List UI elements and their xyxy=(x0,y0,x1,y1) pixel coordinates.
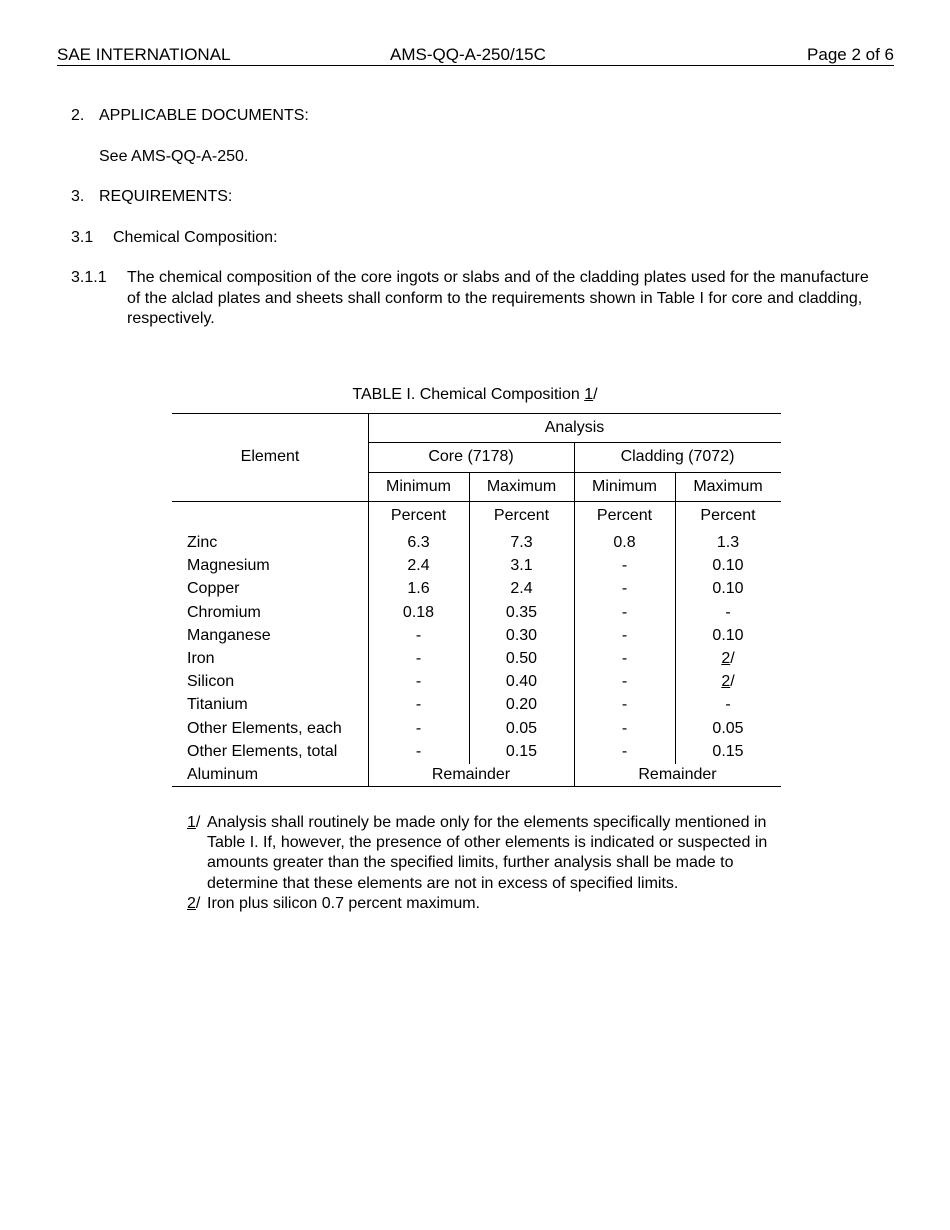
table-cell-clad-min: - xyxy=(621,742,628,760)
header-core-min: Minimum xyxy=(386,478,451,495)
table-row-element: Silicon xyxy=(187,673,235,691)
table-cell-clad-min: - xyxy=(621,603,628,621)
section-2-body: See AMS-QQ-A-250. xyxy=(99,148,249,165)
table-row-element: Other Elements, each xyxy=(187,719,342,737)
section-3-title: REQUIREMENTS: xyxy=(99,188,233,205)
row-aluminum-core: Remainder xyxy=(431,766,511,783)
section-3-1-title: Chemical Composition: xyxy=(113,229,278,246)
table-cell-core-min: 0.18 xyxy=(402,603,435,621)
unit-core-max: Percent xyxy=(493,507,550,524)
table-cell-clad-min: - xyxy=(621,580,628,598)
table-cell-clad-max: 0.05 xyxy=(712,719,744,737)
header-organization: SAE INTERNATIONAL xyxy=(57,45,231,64)
header-element: Element xyxy=(240,448,300,465)
table-cell-clad-min: 0.8 xyxy=(613,534,636,551)
chemical-composition-table xyxy=(172,413,781,787)
table-row-element: Chromium xyxy=(187,603,261,621)
header-analysis: Analysis xyxy=(544,419,605,436)
section-3-number: 3. xyxy=(71,188,85,205)
header-document-id: AMS-QQ-A-250/15C xyxy=(390,45,546,64)
section-3-1-1-number: 3.1.1 xyxy=(71,269,107,286)
table-row-element: Magnesium xyxy=(187,557,270,575)
table-top-rule xyxy=(172,413,781,414)
table-cell-core-min: 6.3 xyxy=(407,534,430,551)
table-cell-clad-min: - xyxy=(621,696,628,714)
table-cell-core-min: 1.6 xyxy=(407,580,430,598)
section-2-number: 2. xyxy=(71,107,85,124)
note-1-text: Analysis shall routinely be made only for the elements specifically mentioned in Table I. If, however, the presence of other elements is indicated or suspected in amounts greater than the specified limits, further analysis shall be made to determine that these elements are not in excess of specified limits. xyxy=(207,814,768,892)
table-cell-core-max: 0.20 xyxy=(505,696,538,714)
table-cell-clad-max: 0.15 xyxy=(712,742,744,760)
table-cell-clad-min: - xyxy=(621,719,628,737)
header-clad-max: Maximum xyxy=(693,478,763,495)
table-cell-core-max: 0.30 xyxy=(505,626,538,644)
note-1 xyxy=(187,813,787,894)
table-cell-clad-max: 2/ xyxy=(721,673,735,691)
table-cell-clad-max: 0.10 xyxy=(712,557,744,575)
table-cell-clad-max: 0.10 xyxy=(712,626,744,644)
table-row-element: Iron xyxy=(187,650,215,667)
table-cell-core-min: 2.4 xyxy=(407,557,430,575)
table-cell-core-max: 0.35 xyxy=(505,603,538,621)
table-title-text: TABLE I. Chemical Composition xyxy=(352,386,585,403)
table-cell-core-max: 0.15 xyxy=(505,742,538,760)
table-cell-core-max: 0.05 xyxy=(505,719,538,737)
table-cell-clad-min: - xyxy=(621,673,628,691)
table-cell-clad-min: - xyxy=(621,626,628,644)
table-row-element: Copper xyxy=(187,580,240,598)
table-cell-core-max: 3.1 xyxy=(510,557,533,575)
row-aluminum-element: Aluminum xyxy=(187,766,259,783)
table-cell-clad-max: 0.10 xyxy=(712,580,744,598)
table-cell-core-min: - xyxy=(415,742,422,760)
table-header-bottom-rule xyxy=(172,501,781,502)
row-aluminum-cladding: Remainder xyxy=(638,766,717,783)
page-header xyxy=(57,45,894,66)
table-cell-clad-min: - xyxy=(621,557,628,575)
unit-core-min: Percent xyxy=(390,507,447,524)
table-row-element: Other Elements, total xyxy=(187,742,338,760)
table-row-element: Titanium xyxy=(187,696,248,714)
note-2-mark: 2/ xyxy=(187,894,201,912)
unit-clad-max: Percent xyxy=(700,507,756,524)
table-title-note-ref: 1 xyxy=(584,386,594,403)
note-2-text: Iron plus silicon 0.7 percent maximum. xyxy=(207,894,480,912)
table-cell-clad-max: - xyxy=(725,696,731,714)
note-1-mark: 1/ xyxy=(187,814,201,831)
table-cell-core-min: - xyxy=(415,626,422,644)
table-cell-clad-max: 1.3 xyxy=(716,534,740,551)
header-core: Core (7178) xyxy=(428,448,514,465)
table-row-element: Zinc xyxy=(187,534,218,551)
table-cell-core-max: 7.3 xyxy=(510,534,533,551)
table-cell-core-min: - xyxy=(415,719,422,737)
header-cladding: Cladding (7072) xyxy=(620,448,735,465)
table-cell-clad-max: - xyxy=(725,603,731,621)
table-cell-core-max: 2.4 xyxy=(510,580,533,598)
table-title-note-slash: / xyxy=(593,386,598,403)
table-cell-core-min: - xyxy=(415,696,422,714)
table-cell-core-min: - xyxy=(415,673,422,691)
header-core-max: Maximum xyxy=(486,478,557,495)
section-3-1-1-body: The chemical composition of the core ingots or slabs and of the cladding plates used for the manufacture of the alclad plates and sheets shall conform to the requirements shown in Table I for core and cladding, respectively. xyxy=(127,269,869,327)
table-title xyxy=(0,385,950,405)
table-cell-clad-min: - xyxy=(621,650,628,667)
table-cell-core-min: - xyxy=(415,650,422,667)
header-page-number: Page 2 of 6 xyxy=(807,45,894,64)
table-notes xyxy=(187,813,787,914)
unit-clad-min: Percent xyxy=(596,507,653,524)
table-cell-clad-max: 2/ xyxy=(721,650,735,667)
table-bottom-rule xyxy=(172,786,781,787)
section-2-title: APPLICABLE DOCUMENTS: xyxy=(99,107,309,124)
note-2 xyxy=(187,894,787,914)
header-clad-min: Minimum xyxy=(592,478,657,495)
section-3-1-number: 3.1 xyxy=(71,229,94,246)
table-row-element: Manganese xyxy=(187,626,271,644)
table-cell-core-max: 0.50 xyxy=(505,650,538,667)
table-cell-core-max: 0.40 xyxy=(505,673,538,691)
